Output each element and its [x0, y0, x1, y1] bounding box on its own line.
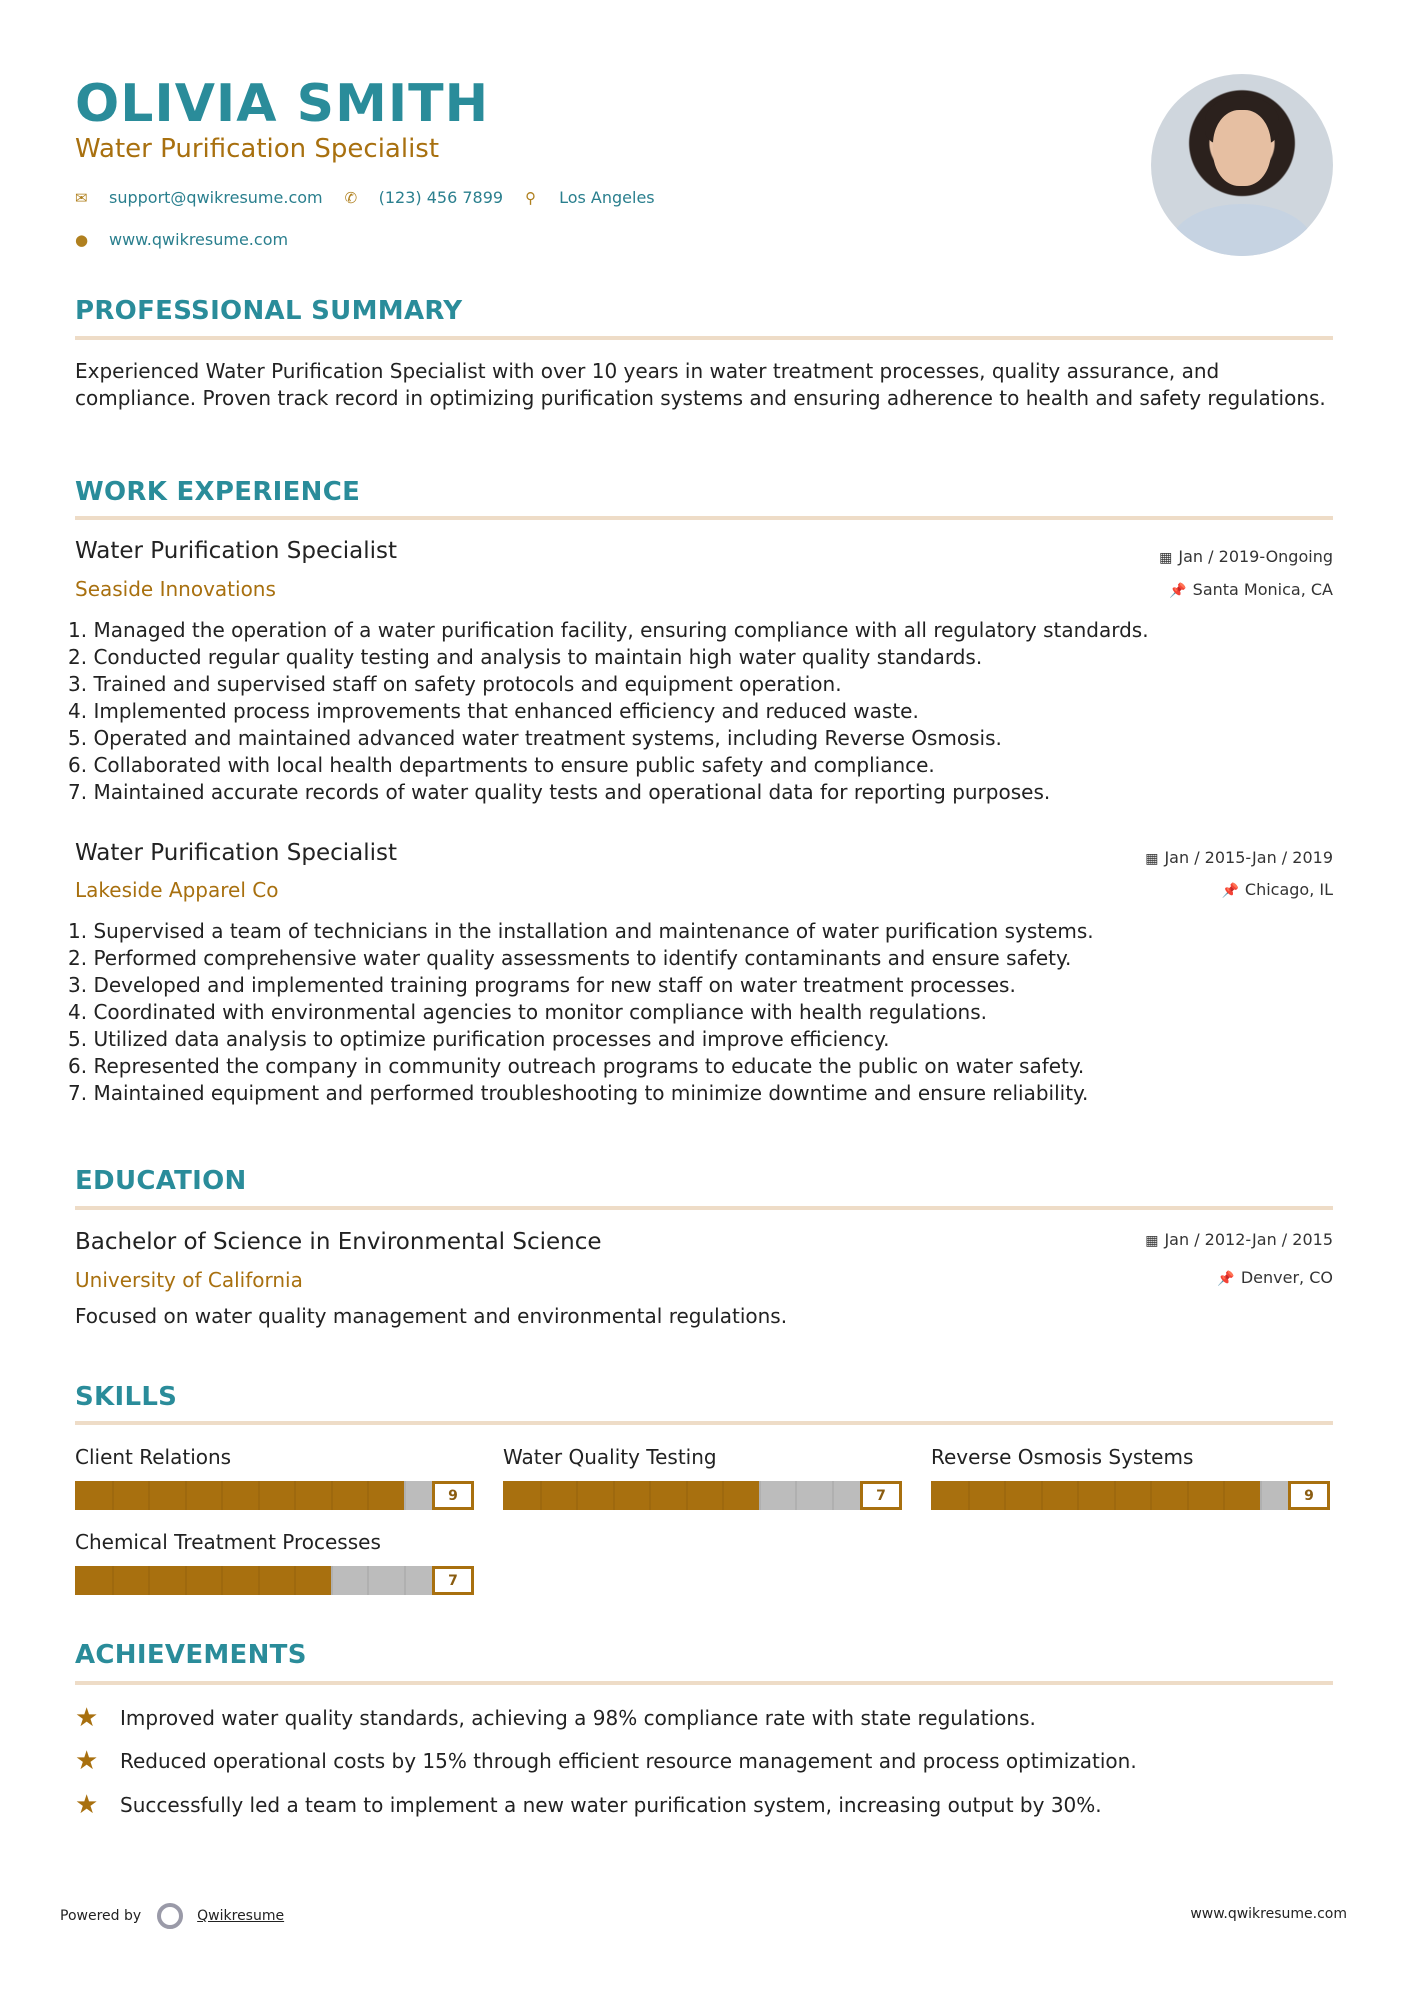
- bar-segment: [221, 1566, 223, 1595]
- list-item: 2. Conducted regular quality testing and analysis to maintain high water quality standards.: [68, 645, 983, 669]
- bar-segment: [221, 1481, 223, 1510]
- bar-segment: [722, 1481, 724, 1510]
- company-name: Lakeside Apparel Co: [75, 878, 279, 902]
- pin-icon: 📌: [1217, 1271, 1235, 1287]
- website-row: [75, 230, 310, 249]
- bar-segment: [1150, 1481, 1152, 1510]
- summary-heading: PROFESSIONAL SUMMARY: [75, 296, 463, 326]
- contact-row: [75, 188, 677, 207]
- achievement-item: Reduced operational costs by 15% through efficient resource management and process optimization.: [120, 1749, 1137, 1773]
- bar-segment: [294, 1481, 296, 1510]
- bar-segment: [759, 1481, 761, 1510]
- bar-segment: [294, 1566, 296, 1595]
- bar-segment: [795, 1481, 797, 1510]
- map-marker-icon: ⚲: [525, 188, 537, 207]
- skill-bar: [75, 1566, 458, 1595]
- bar-segment: [1260, 1481, 1262, 1510]
- achievement-item: Successfully led a team to implement a new water purification system, increasing output by 30%.: [120, 1793, 1102, 1817]
- powered-by-label: Powered by: [60, 1908, 142, 1924]
- divider: [75, 1421, 1333, 1425]
- skill-name: Client Relations: [75, 1445, 232, 1469]
- job-dates: Jan / 2019-Ongoing: [1178, 547, 1333, 566]
- skill-item: [75, 1445, 474, 1510]
- qwikresume-logo-icon: [157, 1903, 183, 1929]
- bar-segment: [112, 1481, 114, 1510]
- job-title: Water Purification Specialist: [75, 134, 440, 164]
- bar-segment: [1004, 1481, 1006, 1510]
- education-location: Denver, CO: [1240, 1268, 1333, 1287]
- job-location: Chicago, IL: [1244, 880, 1333, 899]
- list-item: 1. Managed the operation of a water purification facility, ensuring compliance with all regulatory standards.: [68, 618, 1149, 642]
- divider: [75, 516, 1333, 520]
- bar-segment: [148, 1566, 150, 1595]
- job-dates: Jan / 2015-Jan / 2019: [1164, 848, 1333, 867]
- skill-bar: [931, 1481, 1314, 1510]
- bar-segment: [148, 1481, 150, 1510]
- star-icon: ★: [75, 1746, 99, 1776]
- pin-icon: 📌: [1221, 883, 1239, 899]
- job-title: Water Purification Specialist: [75, 538, 398, 564]
- profile-photo: [1151, 74, 1333, 256]
- skill-name: Reverse Osmosis Systems: [931, 1445, 1194, 1469]
- education-heading: EDUCATION: [75, 1166, 247, 1196]
- skill-item: [503, 1445, 902, 1510]
- bar-segment: [613, 1481, 615, 1510]
- list-item: 6. Collaborated with local health departments to ensure public safety and compliance.: [68, 753, 935, 777]
- email-link[interactable]: support@qwikresume.com: [109, 188, 323, 207]
- calendar-icon: ▦: [1159, 550, 1173, 566]
- brand-link[interactable]: Qwikresume: [197, 1908, 285, 1924]
- divider: [75, 336, 1333, 340]
- achievement-item: Improved water quality standards, achieving a 98% compliance rate with state regulations.: [120, 1706, 1036, 1730]
- calendar-icon: ▦: [1145, 851, 1159, 867]
- list-item: 4. Implemented process improvements that enhanced efficiency and reduced waste.: [68, 699, 919, 723]
- bar-segment: [1077, 1481, 1079, 1510]
- envelope-icon: ✉: [75, 188, 88, 207]
- calendar-icon: ▦: [1145, 1233, 1159, 1249]
- bar-segment: [367, 1566, 369, 1595]
- skill-bar: [75, 1481, 458, 1510]
- skill-level: 7: [432, 1566, 474, 1595]
- footer-powered-by: [60, 1903, 284, 1929]
- list-item: 5. Utilized data analysis to optimize purification processes and improve efficiency.: [68, 1027, 890, 1051]
- globe-icon: ●: [75, 230, 89, 249]
- degree: Bachelor of Science in Environmental Science: [75, 1229, 602, 1255]
- achievements-heading: ACHIEVEMENTS: [75, 1640, 307, 1670]
- bar-segment: [686, 1481, 688, 1510]
- bar-segment: [367, 1481, 369, 1510]
- skill-level: 9: [1288, 1481, 1330, 1510]
- bar-segment: [1114, 1481, 1116, 1510]
- list-item: 7. Maintained equipment and performed troubleshooting to minimize downtime and ensure reliability.: [68, 1081, 1089, 1105]
- education-dates: Jan / 2012-Jan / 2015: [1164, 1230, 1333, 1249]
- company-name: Seaside Innovations: [75, 577, 276, 601]
- skill-name: Water Quality Testing: [503, 1445, 717, 1469]
- phone-icon: ✆: [344, 188, 358, 207]
- bar-segment: [1041, 1481, 1043, 1510]
- star-icon: ★: [75, 1703, 99, 1733]
- list-item: 4. Coordinated with environmental agencies to monitor compliance with health regulations.: [68, 1000, 988, 1024]
- bar-segment: [112, 1566, 114, 1595]
- footer-site-link[interactable]: www.qwikresume.com: [1190, 1906, 1347, 1922]
- website-link[interactable]: www.qwikresume.com: [109, 230, 289, 249]
- bar-segment: [331, 1481, 333, 1510]
- divider: [75, 1206, 1333, 1210]
- education-description: Focused on water quality management and environmental regulations.: [75, 1304, 788, 1328]
- star-icon: ★: [75, 1790, 99, 1820]
- bar-segment: [1223, 1481, 1225, 1510]
- candidate-name: OLIVIA SMITH: [75, 74, 490, 134]
- experience-heading: WORK EXPERIENCE: [75, 477, 361, 507]
- list-item: 5. Operated and maintained advanced water treatment systems, including Reverse Osmosis.: [68, 726, 1002, 750]
- bar-segment: [404, 1481, 406, 1510]
- skill-bar-fill: [931, 1481, 1260, 1510]
- bar-segment: [331, 1566, 333, 1595]
- skill-bar-fill: [75, 1481, 404, 1510]
- summary-text: Experienced Water Purification Specialist with over 10 years in water treatment processes, quality assurance, and compliance. Proven track record in optimizing purification systems and ensuring adherence to health and safety regulations.: [75, 359, 1326, 410]
- list-item: 3. Trained and supervised staff on safety protocols and equipment operation.: [68, 672, 842, 696]
- bar-segment: [185, 1481, 187, 1510]
- bar-segment: [1187, 1481, 1189, 1510]
- bar-segment: [968, 1481, 970, 1510]
- bar-segment: [404, 1566, 406, 1595]
- skill-bar: [503, 1481, 886, 1510]
- location-text: Los Angeles: [559, 188, 655, 207]
- list-item: 1. Supervised a team of technicians in the installation and maintenance of water purification systems.: [68, 919, 1094, 943]
- job-bullets: [68, 617, 1338, 806]
- pin-icon: 📌: [1169, 583, 1187, 599]
- skill-level: 9: [432, 1481, 474, 1510]
- skill-item: [75, 1530, 474, 1595]
- list-item: 3. Developed and implemented training programs for new staff on water treatment processes.: [68, 973, 1016, 997]
- bar-segment: [540, 1481, 542, 1510]
- job-bullets: [68, 918, 1338, 1107]
- skill-item: [931, 1445, 1330, 1510]
- list-item: 6. Represented the company in community outreach programs to educate the public on water safety.: [68, 1054, 1085, 1078]
- skill-level: 7: [860, 1481, 902, 1510]
- bar-segment: [258, 1481, 260, 1510]
- bar-segment: [832, 1481, 834, 1510]
- list-item: 2. Performed comprehensive water quality assessments to identify contaminants and ensure safety.: [68, 946, 1072, 970]
- bar-segment: [258, 1566, 260, 1595]
- job-location: Santa Monica, CA: [1192, 580, 1333, 599]
- divider: [75, 1681, 1333, 1685]
- list-item: 7. Maintained accurate records of water quality tests and operational data for reporting purposes.: [68, 780, 1051, 804]
- job-title: Water Purification Specialist: [75, 840, 398, 866]
- bar-segment: [649, 1481, 651, 1510]
- skills-heading: SKILLS: [75, 1382, 178, 1412]
- skill-name: Chemical Treatment Processes: [75, 1530, 381, 1554]
- bar-segment: [576, 1481, 578, 1510]
- school-name: University of California: [75, 1268, 303, 1292]
- phone-text: (123) 456 7899: [378, 188, 504, 207]
- bar-segment: [185, 1566, 187, 1595]
